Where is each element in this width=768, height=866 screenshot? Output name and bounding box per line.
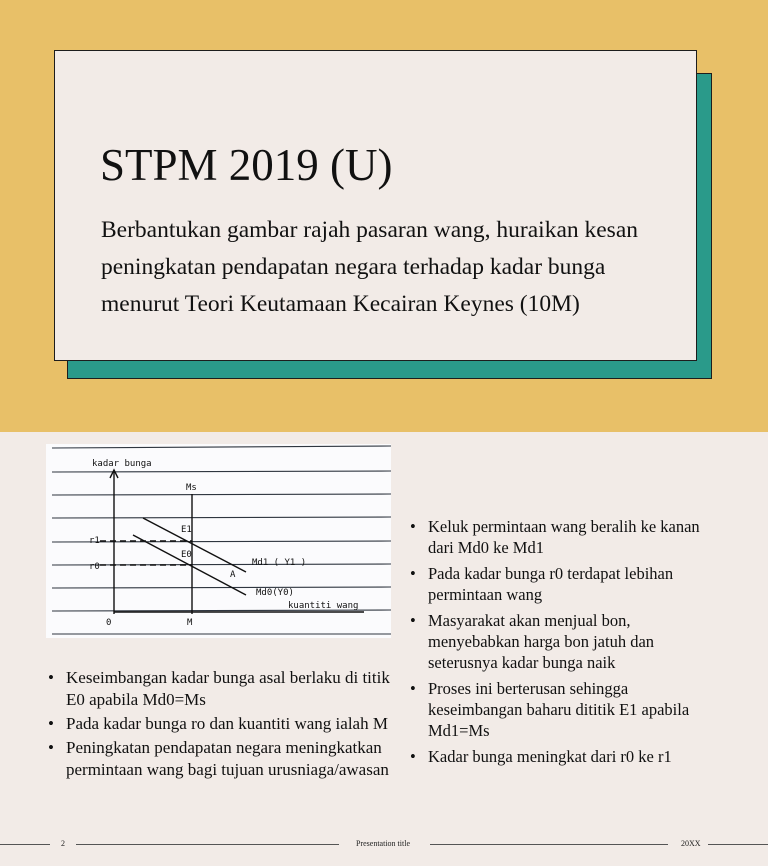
sketch-e0-label: E0 (181, 550, 192, 560)
money-market-sketch[interactable] (46, 444, 391, 638)
sketch-m-label: M (187, 618, 193, 628)
sketch-a-label: A (230, 570, 236, 580)
sketch-md1-label: Md1 ( Y1 ) (252, 558, 307, 568)
right-bullet-list (406, 516, 726, 772)
left-bullet-list (44, 667, 394, 783)
list-item[interactable]: • Keseimbangan kadar bunga asal berlaku di titik E0 apabila Md0=Ms (44, 667, 394, 711)
footer-divider (708, 844, 768, 845)
question-text[interactable]: Berbantukan gambar rajah pasaran wang, huraikan kesan peningkatan pendapatan negara terhadap kadar bunga menurut Teori Keutamaan Kecairan Keynes (10M) (101, 217, 639, 317)
sketch-e1-label: E1 (181, 525, 192, 535)
sketch-x-label: kuantiti wang (288, 601, 359, 611)
list-item[interactable]: • Kadar bunga meningkat dari r0 ke r1 (406, 746, 726, 767)
footer-divider (0, 844, 50, 845)
sketch-origin-label: 0 (106, 618, 112, 628)
slide-title[interactable]: STPM 2019 (U) (100, 140, 393, 190)
sketch-r0-label: r0 (89, 562, 100, 572)
sketch-y-label: kadar bunga (92, 459, 152, 469)
footer-year: 20XX (681, 839, 701, 848)
list-item[interactable]: • Pada kadar bunga r0 terdapat lebihan permintaan wang (406, 563, 726, 605)
sketch-md0-label: Md0(Y0) (256, 588, 294, 598)
page-number: 2 (61, 839, 65, 848)
list-item[interactable]: • Masyarakat akan menjual bon, menyebabkan harga bon jatuh dan seterusnya kadar bunga naik (406, 610, 726, 673)
footer-presentation-title: Presentation title (356, 839, 410, 848)
slide-footer (0, 835, 768, 855)
footer-divider (430, 844, 668, 845)
sketch-ms-label: Ms (186, 483, 197, 493)
sketch-r1-label: r1 (89, 536, 100, 546)
list-item[interactable]: • Proses ini berterusan sehingga keseimbangan baharu dititik E1 apabila Md1=Ms (406, 678, 726, 741)
footer-divider (76, 844, 339, 845)
list-item[interactable]: • Peningkatan pendapatan negara meningkatkan permintaan wang bagi tujuan urusniaga/awasan (44, 737, 394, 781)
list-item[interactable]: • Pada kadar bunga ro dan kuantiti wang ialah M (44, 713, 394, 735)
list-item[interactable]: • Keluk permintaan wang beralih ke kanan dari Md0 ke Md1 (406, 516, 726, 558)
